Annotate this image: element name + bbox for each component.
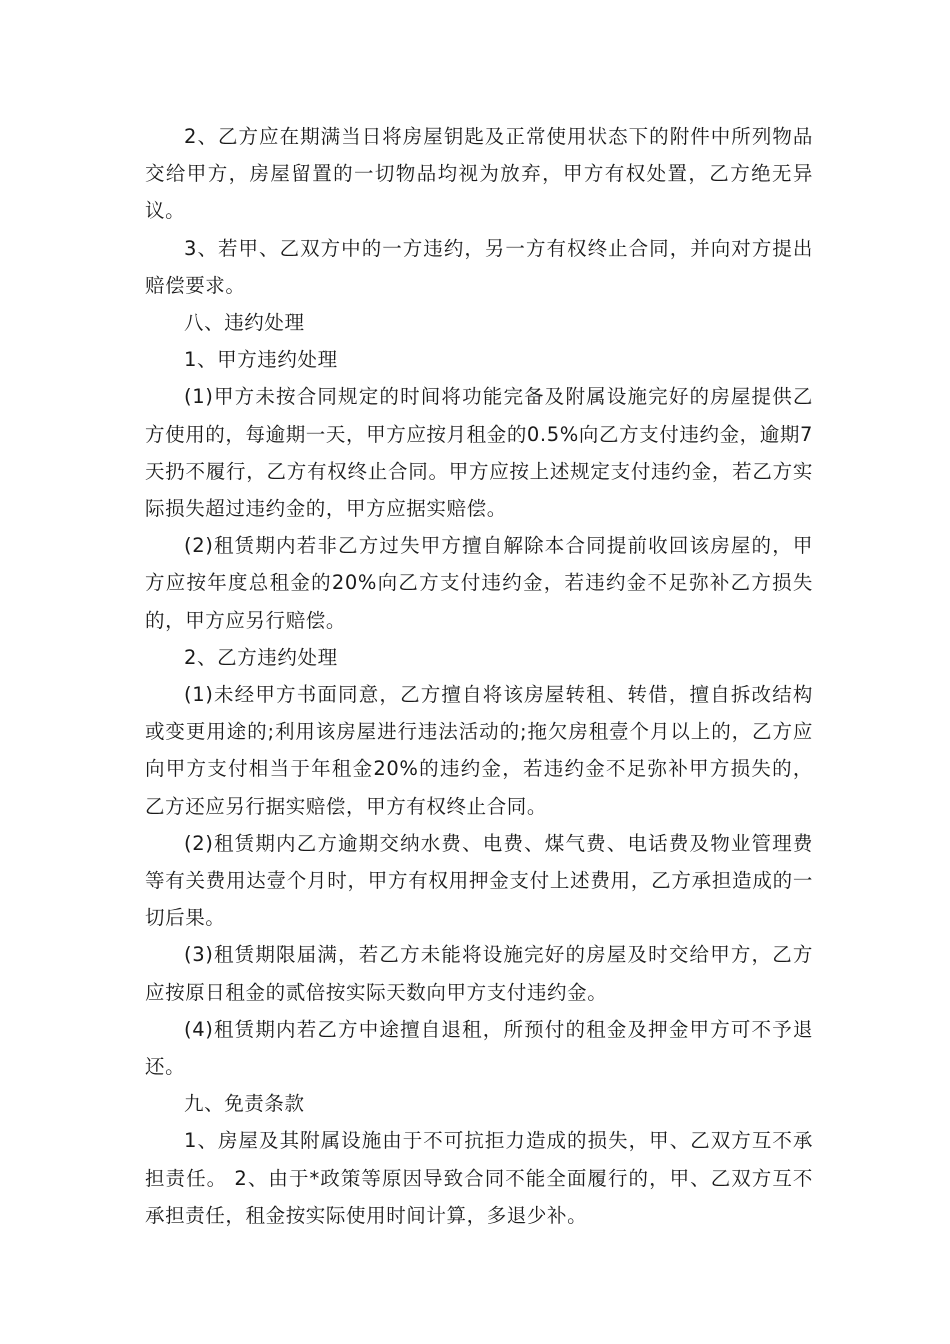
document-body bbox=[145, 118, 813, 1234]
paragraph-party-b-breach-3: (3)租赁期限届满，若乙方未能将设施完好的房屋及时交给甲方，乙方应按原日租金的贰倍按实际天数向甲方支付违约金。 bbox=[145, 943, 813, 1004]
subheading-party-b-breach: 2、乙方违约处理 bbox=[184, 645, 338, 669]
paragraph-party-a-breach-1: (1)甲方未按合同规定的时间将功能完备及附属设施完好的房屋提供乙方使用的，每逾期一天，甲方应按月租金的0.5%向乙方支付违约金，逾期7天扔不履行，乙方有权终止合同。甲方应按上述规定支付违约金，若乙方实际损失超过违约金的，甲方应据实赔偿。 bbox=[145, 385, 813, 521]
section-heading-breach-handling: 八、违约处理 bbox=[184, 311, 305, 335]
paragraph-party-a-breach-2: (2)租赁期内若非乙方过失甲方擅自解除本合同提前收回该房屋的，甲方应按年度总租金的20%向乙方支付违约金，若违约金不足弥补乙方损失的，甲方应另行赔偿。 bbox=[145, 534, 813, 632]
paragraph-breach-termination: 3、若甲、乙双方中的一方违约，另一方有权终止合同，并向对方提出赔偿要求。 bbox=[145, 236, 813, 297]
paragraph-party-b-breach-1: (1)未经甲方书面同意，乙方擅自将该房屋转租、转借，擅自拆改结构或变更用途的;利用该房屋进行违法活动的;拖欠房租壹个月以上的，乙方应向甲方支付相当于年租金20%的违约金，若违约金不足弥补甲方损失的，乙方还应另行据实赔偿，甲方有权终止合同。 bbox=[145, 683, 813, 818]
section-heading-exemption: 九、免责条款 bbox=[184, 1092, 305, 1116]
paragraph-party-b-breach-2: (2)租赁期内乙方逾期交纳水费、电费、煤气费、电话费及物业管理费等有关费用达壹个月时，甲方有权用押金支付上述费用，乙方承担造成的一切后果。 bbox=[145, 831, 813, 930]
paragraph-party-b-breach-4: (4)租赁期内若乙方中途擅自退租，所预付的租金及押金甲方可不予退还。 bbox=[145, 1017, 813, 1079]
paragraph-exemption-clauses: 1、房屋及其附属设施由于不可抗拒力造成的损失，甲、乙双方互不承担责任。 2、由于*政策等原因导致合同不能全面履行的，甲、乙双方互不承担责任，租金按实际使用时间计算，多退少补。 bbox=[145, 1129, 813, 1227]
subheading-party-a-breach: 1、甲方违约处理 bbox=[184, 348, 338, 372]
paragraph-return-keys: 2、乙方应在期满当日将房屋钥匙及正常使用状态下的附件中所列物品交给甲方，房屋留置的一切物品均视为放弃，甲方有权处置，乙方绝无异议。 bbox=[145, 125, 813, 223]
